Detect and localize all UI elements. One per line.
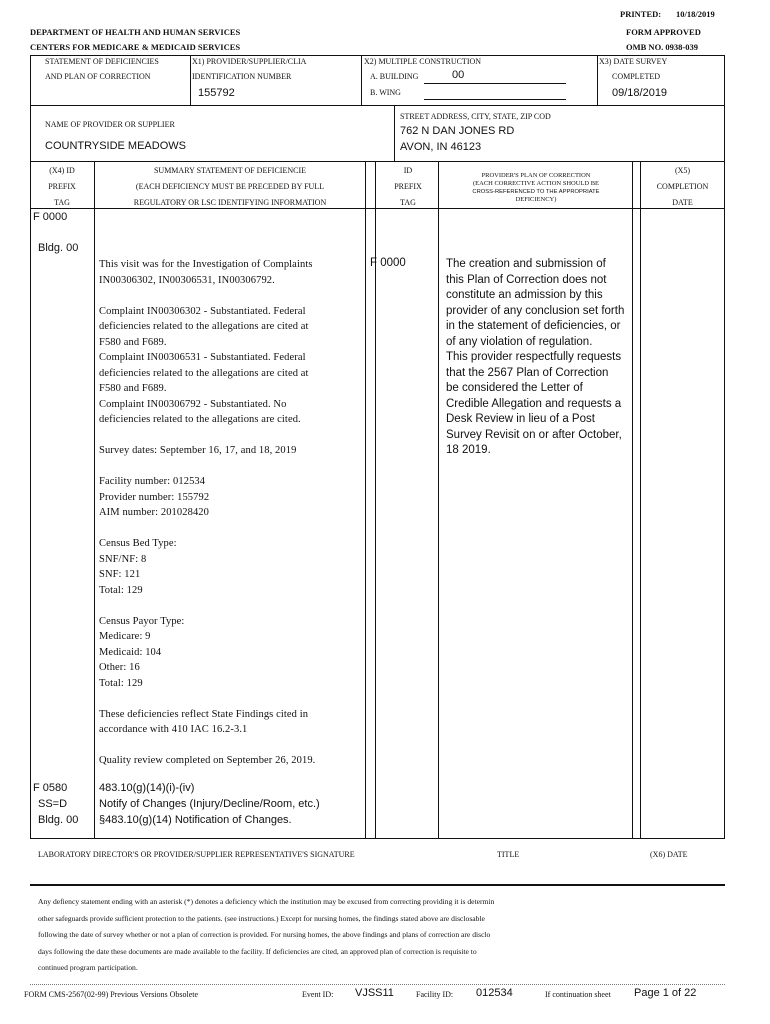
plan-of-correction-text: The creation and submission of this Plan of Correction does not constitute an admission by this provider of any conclusion set forth in the statement of deficiencies, or of any violation of regulation. This provider respectfully requests that the 2567 Plan of Correction be considered the Letter of Credible Allegation and requests a Desk Review in lieu of a Post Survey Revisit on or after October, 18 2019.: [446, 258, 625, 456]
building-value: 00: [452, 69, 465, 81]
x4-header-1: (X4) ID: [49, 166, 75, 175]
id-header-3: TAG: [400, 198, 416, 207]
poc-header-1: PROVIDER'S PLAN OF CORRECTION: [481, 172, 591, 179]
summary-header-2: (EACH DEFICIENCY MUST BE PRECEDED BY FULL: [135, 182, 325, 191]
title-label: TITLE: [497, 850, 520, 859]
x1-label-1: X1) PROVIDER/SUPPLIER/CLIA: [192, 57, 307, 66]
x3-label-2: COMPLETED: [612, 72, 660, 81]
building-label: A. BUILDING: [370, 72, 419, 81]
poc-header-4: DEFICIENCY): [515, 196, 557, 203]
summary-paragraph: Quality review completed on September 26, 2019.: [99, 755, 316, 766]
tag-f0000: F 0000: [33, 211, 68, 223]
x3-label-1: X3) DATE SURVEY: [599, 57, 668, 66]
x4-header-3: TAG: [54, 198, 70, 207]
summary-header-3: REGULATORY OR LSC IDENTIFYING INFORMATION: [133, 198, 327, 207]
x2-label: X2) MULTIPLE CONSTRUCTION: [364, 57, 482, 66]
address-label: STREET ADDRESS, CITY, STATE, ZIP COD: [400, 112, 551, 121]
plan-id-tag: F 0000: [370, 257, 406, 269]
bldg-label-2: Bldg. 00: [38, 814, 79, 826]
disclaimer-line: other safeguards provide sufficient protection to the patients. (see instructions.) Except for nursing homes, the findings stated above are disclosable: [38, 913, 485, 923]
summary-paragraph: This visit was for the Investigation of Complaints IN00306302, IN00306531, IN00306792.: [99, 259, 313, 286]
department-title: DEPARTMENT OF HEALTH AND HUMAN SERVICES: [30, 27, 241, 37]
summary-paragraph: Survey dates: September 16, 17, and 18, 2019: [99, 445, 297, 456]
survey-date: 09/18/2019: [612, 87, 668, 99]
printed-date: 10/18/2019: [676, 9, 715, 19]
provider-name-label: NAME OF PROVIDER OR SUPPLIER: [45, 120, 175, 129]
omb-number: OMB NO. 0938-039: [626, 42, 699, 52]
form-number: FORM CMS-2567(02-99) Previous Versions Obsolete: [24, 990, 199, 999]
regulation-number: 483.10(g)(14)(i)-(iv): [99, 782, 195, 794]
statement-label-2: AND PLAN OF CORRECTION: [45, 72, 151, 81]
event-id-label: Event ID:: [302, 990, 334, 999]
disclaimer-line: following the date of survey whether or not a plan of correction is provided. For nursing homes, the above findings and plans of correction are disclo: [38, 930, 491, 940]
summary-paragraph: Complaint IN00306302 - Substantiated. Federal deficiencies related to the allegations are cited at F580 and F689. Complaint IN00306531 - Substantiated. Federal deficiencies related to the allegations are cited at F580 and F689. Complaint IN00306792 - Substantiated. No deficiencies related to the allegations are cited.: [99, 305, 309, 425]
x5-header-3: DATE: [672, 198, 693, 207]
statement-label-1: STATEMENT OF DEFICIENCIES: [45, 57, 159, 66]
address-line-2: AVON, IN 46123: [400, 141, 482, 153]
summary-paragraph: These deficiencies reflect State Findings cited in accordance with 410 IAC 16.2-3.1: [99, 708, 309, 735]
event-id: VJSS11: [355, 987, 394, 999]
facility-id-label: Facility ID:: [416, 990, 454, 999]
x5-header-2: COMPLETION: [656, 182, 709, 191]
summary-paragraph: Census Bed Type: SNF/NF: 8 SNF: 121 Total: 129: [99, 538, 177, 596]
x6-date-label: (X6) DATE: [650, 850, 688, 859]
tag-f0580: F 0580: [33, 782, 68, 794]
form-approved-label: FORM APPROVED: [626, 27, 701, 37]
regulation-subtitle: §483.10(g)(14) Notification of Changes.: [99, 814, 292, 826]
printed-label: PRINTED:: [620, 9, 662, 19]
bldg-label-1: Bldg. 00: [38, 242, 79, 254]
summary-statement: [99, 257, 363, 769]
disclaimer-line: days following the date these documents are made available to the facility. If deficiencies are cited, an approved plan of correction is requisite to: [38, 946, 477, 956]
scope-severity: SS=D: [38, 798, 68, 810]
summary-paragraph: Facility number: 012534 Provider number: 155792 AIM number: 201028420: [99, 476, 210, 518]
poc-header-2: (EACH CORRECTIVE ACTION SHOULD BE: [472, 180, 600, 187]
signature-label: LABORATORY DIRECTOR'S OR PROVIDER/SUPPLIER REPRESENTATIVE'S SIGNATURE: [38, 850, 355, 859]
id-header-1: ID: [403, 166, 413, 175]
page-number: Page 1 of 22: [634, 987, 697, 999]
wing-label: B. WING: [370, 88, 401, 97]
summary-header-1: SUMMARY STATEMENT OF DEFICIENCIE: [153, 166, 307, 175]
address-line-1: 762 N DAN JONES RD: [400, 125, 515, 137]
provider-number: 155792: [198, 87, 235, 99]
id-header-2: PREFIX: [394, 182, 422, 191]
x4-header-2: PREFIX: [48, 182, 76, 191]
x1-label-2: IDENTIFICATION NUMBER: [192, 72, 292, 81]
cms-title: CENTERS FOR MEDICARE & MEDICAID SERVICES: [30, 42, 241, 52]
disclaimer-line: Any defiency statement ending with an asterisk (*) denotes a deficiency which the institution may be excused from correcting providing it is determin: [38, 897, 495, 906]
provider-name: COUNTRYSIDE MEADOWS: [45, 140, 186, 152]
poc-header-3: CROSS-REFERENCED TO THE APPROPRIATE: [472, 189, 600, 195]
disclaimer-text: [38, 894, 728, 977]
facility-id: 012534: [476, 987, 513, 999]
summary-paragraph: Census Payor Type: Medicare: 9 Medicaid: 104 Other: 16 Total: 129: [99, 615, 185, 689]
regulation-title: Notify of Changes (Injury/Decline/Room, etc.): [99, 798, 320, 810]
disclaimer-line: continued program participation.: [38, 963, 138, 973]
continuation-label: If continuation sheet: [545, 990, 611, 999]
x5-header-1: (X5): [674, 166, 691, 175]
